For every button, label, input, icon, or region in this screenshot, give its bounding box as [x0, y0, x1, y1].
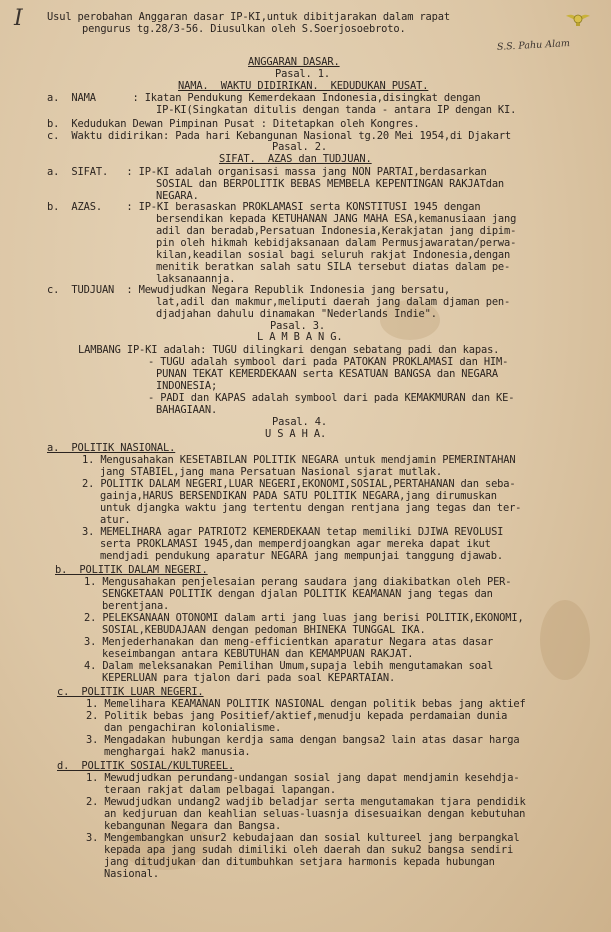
document-line: NAMA. WAKTU DIDIRIKAN. KEDUDUKAN PUSAT. [178, 80, 429, 92]
document-line: c. Waktu didirikan: Pada hari Kebangunan Nasional tg.20 Mei 1954,di Djakart [47, 130, 512, 142]
document-line: 3. MEMELIHARA agar PATRIOT2 KEMERDEKAAN tetap memiliki DJIWA REVOLUSI [82, 526, 504, 538]
document-line: a. NAMA : Ikatan Pendukung Kemerdekaan Indonesia,disingkat dengan [47, 92, 481, 104]
document-line: jang STABIEL,jang mana Persatuan Nasional sjarat mutlak. [100, 466, 442, 478]
document-line: a. POLITIK NASIONAL. [47, 442, 176, 454]
document-line: b. AZAS. : IP-KI berasaskan PROKLAMASI serta KONSTITUSI 1945 dengan [47, 201, 481, 213]
document-line: pengurus tg.28/3-56. Diusulkan oleh S.Soerjosoebroto. [82, 23, 406, 35]
document-line: laksanaannja. [156, 273, 236, 285]
document-line: mendjadi pendukung aparatur NEGARA jang mempunjai tanggung djawab. [100, 550, 503, 562]
document-line: Usul perobahan Anggaran dasar IP-KI,untuk dibitjarakan dalam rapat [47, 11, 450, 23]
document-line: SENGKETAAN POLITIK dengan djalan POLITIK KEAMANAN jang tegas dan [102, 588, 493, 600]
document-line: dan pengachiran kolonialisme. [104, 722, 282, 734]
document-line: LAMBANG IP-KI adalah: TUGU dilingkari dengan sebatang padi dan kapas. [78, 344, 500, 356]
document-line: - TUGU adalah symbool dari pada PATOKAN PROKLAMASI dan HIM- [148, 356, 509, 368]
document-line: SIFAT. AZAS dan TUDJUAN. [219, 153, 372, 165]
document-line: 1. Mengusahakan KESETABILAN POLITIK NEGARA untuk mendjamin PEMERINTAHAN [82, 454, 516, 466]
winged-emblem-icon [566, 10, 590, 28]
document-line: bersendikan kepada KETUHANAN JANG MAHA ESA,kemanusiaan jang [156, 213, 517, 225]
document-line: Pasal. 2. [272, 141, 327, 153]
document-line: jang ditudjukan dan ditumbuhkan setjara harmonis kepada hubungan [104, 856, 495, 868]
document-line: teraan rakjat dalam pelbagai lapangan. [104, 784, 337, 796]
paper-stain [540, 600, 590, 680]
document-line: berentjana. [102, 600, 170, 612]
document-line: U S A H A. [265, 428, 327, 440]
document-line: 2. Mewudjudkan undang2 wadjib beladjar serta mengutamakan tjara pendidik [86, 796, 526, 808]
document-line: an kedjuruan dan keahlian seluas-luasnja disesuaikan dengan kebutuhan [104, 808, 526, 820]
document-line: c. TUDJUAN : Mewudjudkan Negara Republik Indonesia jang bersatu, [47, 284, 450, 296]
document-line: pin oleh hikmah kebidjaksanaan dalam Permusjawaratan/perwa- [156, 237, 517, 249]
document-line: Pasal. 3. [270, 320, 325, 332]
document-line: 3. Mengadakan hubungan kerdja sama dengan bangsa2 lain atas dasar harga [86, 734, 520, 746]
document-line: untuk djangka waktu jang tertentu dengan rentjana jang tegas dan ter- [100, 502, 522, 514]
document-line: Pasal. 4. [272, 416, 327, 428]
document-line: menghargai hak2 manusia. [104, 746, 251, 758]
document-line: serta PROKLAMASI 1945,dan memperdjoangkan agar mereka dapat ikut [100, 538, 491, 550]
document-line: 3. Menjederhanakan dan meng-efficientkan aparatur Negara atas dasar [84, 636, 494, 648]
document-line: lat,adil dan makmur,meliputi daerah jang dalam djaman pen- [156, 296, 511, 308]
document-line: kilan,keadilan sosial bagi seluruh rakjat Indonesia,dengan [156, 249, 511, 261]
document-line: 2. POLITIK DALAM NEGERI,LUAR NEGERI,EKONOMI,SOSIAL,PERTAHANAN dan seba- [82, 478, 516, 490]
document-line: BAHAGIAAN. [156, 404, 218, 416]
document-line: Nasional. [104, 868, 159, 880]
document-line: kepada apa jang sudah dimiliki oleh daerah dan suku2 bangsa sendiri [104, 844, 514, 856]
document-line: a. SIFAT. : IP-KI adalah organisasi massa jang NON PARTAI,berdasarkan [47, 166, 487, 178]
document-line: SOSIAL dan BERPOLITIK BEBAS MEMBELA KEPENTINGAN RAKJATdan [156, 178, 505, 190]
document-line: 4. Dalam meleksanakan Pemilihan Umum,supaja lebih mengutamakan soal [84, 660, 494, 672]
document-line: - PADI dan KAPAS adalah symbool dari pada KEMAKMURAN dan KE- [148, 392, 515, 404]
handwritten-signature: S.S. Pahu Alam [496, 38, 571, 53]
document-line: ANGGARAN DASAR. [248, 56, 340, 68]
document-line: 1. Memelihara KEAMANAN POLITIK NASIONAL dengan politik bebas jang aktief [86, 698, 526, 710]
document-line: djadjahan dahulu dinamakan "Nederlands Indie". [156, 308, 437, 320]
document-line: NEGARA. [156, 190, 199, 202]
document-line: keseimbangan antara KEBUTUHAN dan KEMAMPUAN RAKJAT. [102, 648, 414, 660]
document-line: adil dan beradab,Persatuan Indonesia,Kerakjatan jang dipim- [156, 225, 517, 237]
roman-numeral-mark: I [14, 6, 23, 31]
document-line: kebangunan Negara dan Bangsa. [104, 820, 282, 832]
document-line: INDONESIA; [156, 380, 218, 392]
document-line: 1. Mewudjudkan perundang-undangan sosial jang dapat mendjamin kesehdja- [86, 772, 520, 784]
document-line: atur. [100, 514, 131, 526]
document-line: 3. Mengembangkan unsur2 kebudajaan dan sosial kultureel jang berpangkal [86, 832, 520, 844]
document-line: KEPERLUAN para tjalon dari pada soal KEPARTAIAN. [102, 672, 396, 684]
document-line: gainja,HARUS BERSENDIKAN PADA SATU POLITIK NEGARA,jang dirumuskan [100, 490, 497, 502]
document-line: b. Kedudukan Dewan Pimpinan Pusat : Ditetapkan oleh Kongres. [47, 118, 420, 130]
document-line: 2. PELEKSANAAN OTONOMI dalam arti jang luas jang berisi POLITIK,EKONOMI, [84, 612, 524, 624]
document-line: Pasal. 1. [275, 68, 330, 80]
document-line: 1. Mengusahakan penjelesaian perang saudara jang diakibatkan oleh PER- [84, 576, 512, 588]
document-line: SOSIAL,KEBUDAJAAN dengan pedoman BHINEKA TUNGGAL IKA. [102, 624, 426, 636]
document-line: d. POLITIK SOSIAL/KULTUREEL. [57, 760, 235, 772]
document-line: c. POLITIK LUAR NEGERI. [57, 686, 204, 698]
document-line: menitik beratkan salah satu SILA tersebut diatas dalam pe- [156, 261, 511, 273]
document-line: L A M B A N G. [257, 331, 343, 343]
document-line: PUNAN TEKAT KEMERDEKAAN serta KESATUAN BANGSA dan NEGARA [156, 368, 498, 380]
document-line: IP-KI(Singkatan ditulis dengan tanda - antara IP dengan KI. [156, 104, 517, 116]
document-line: 2. Politik bebas jang Positief/aktief,menudju kepada perdamaian dunia [86, 710, 508, 722]
document-line: b. POLITIK DALAM NEGERI. [55, 564, 208, 576]
